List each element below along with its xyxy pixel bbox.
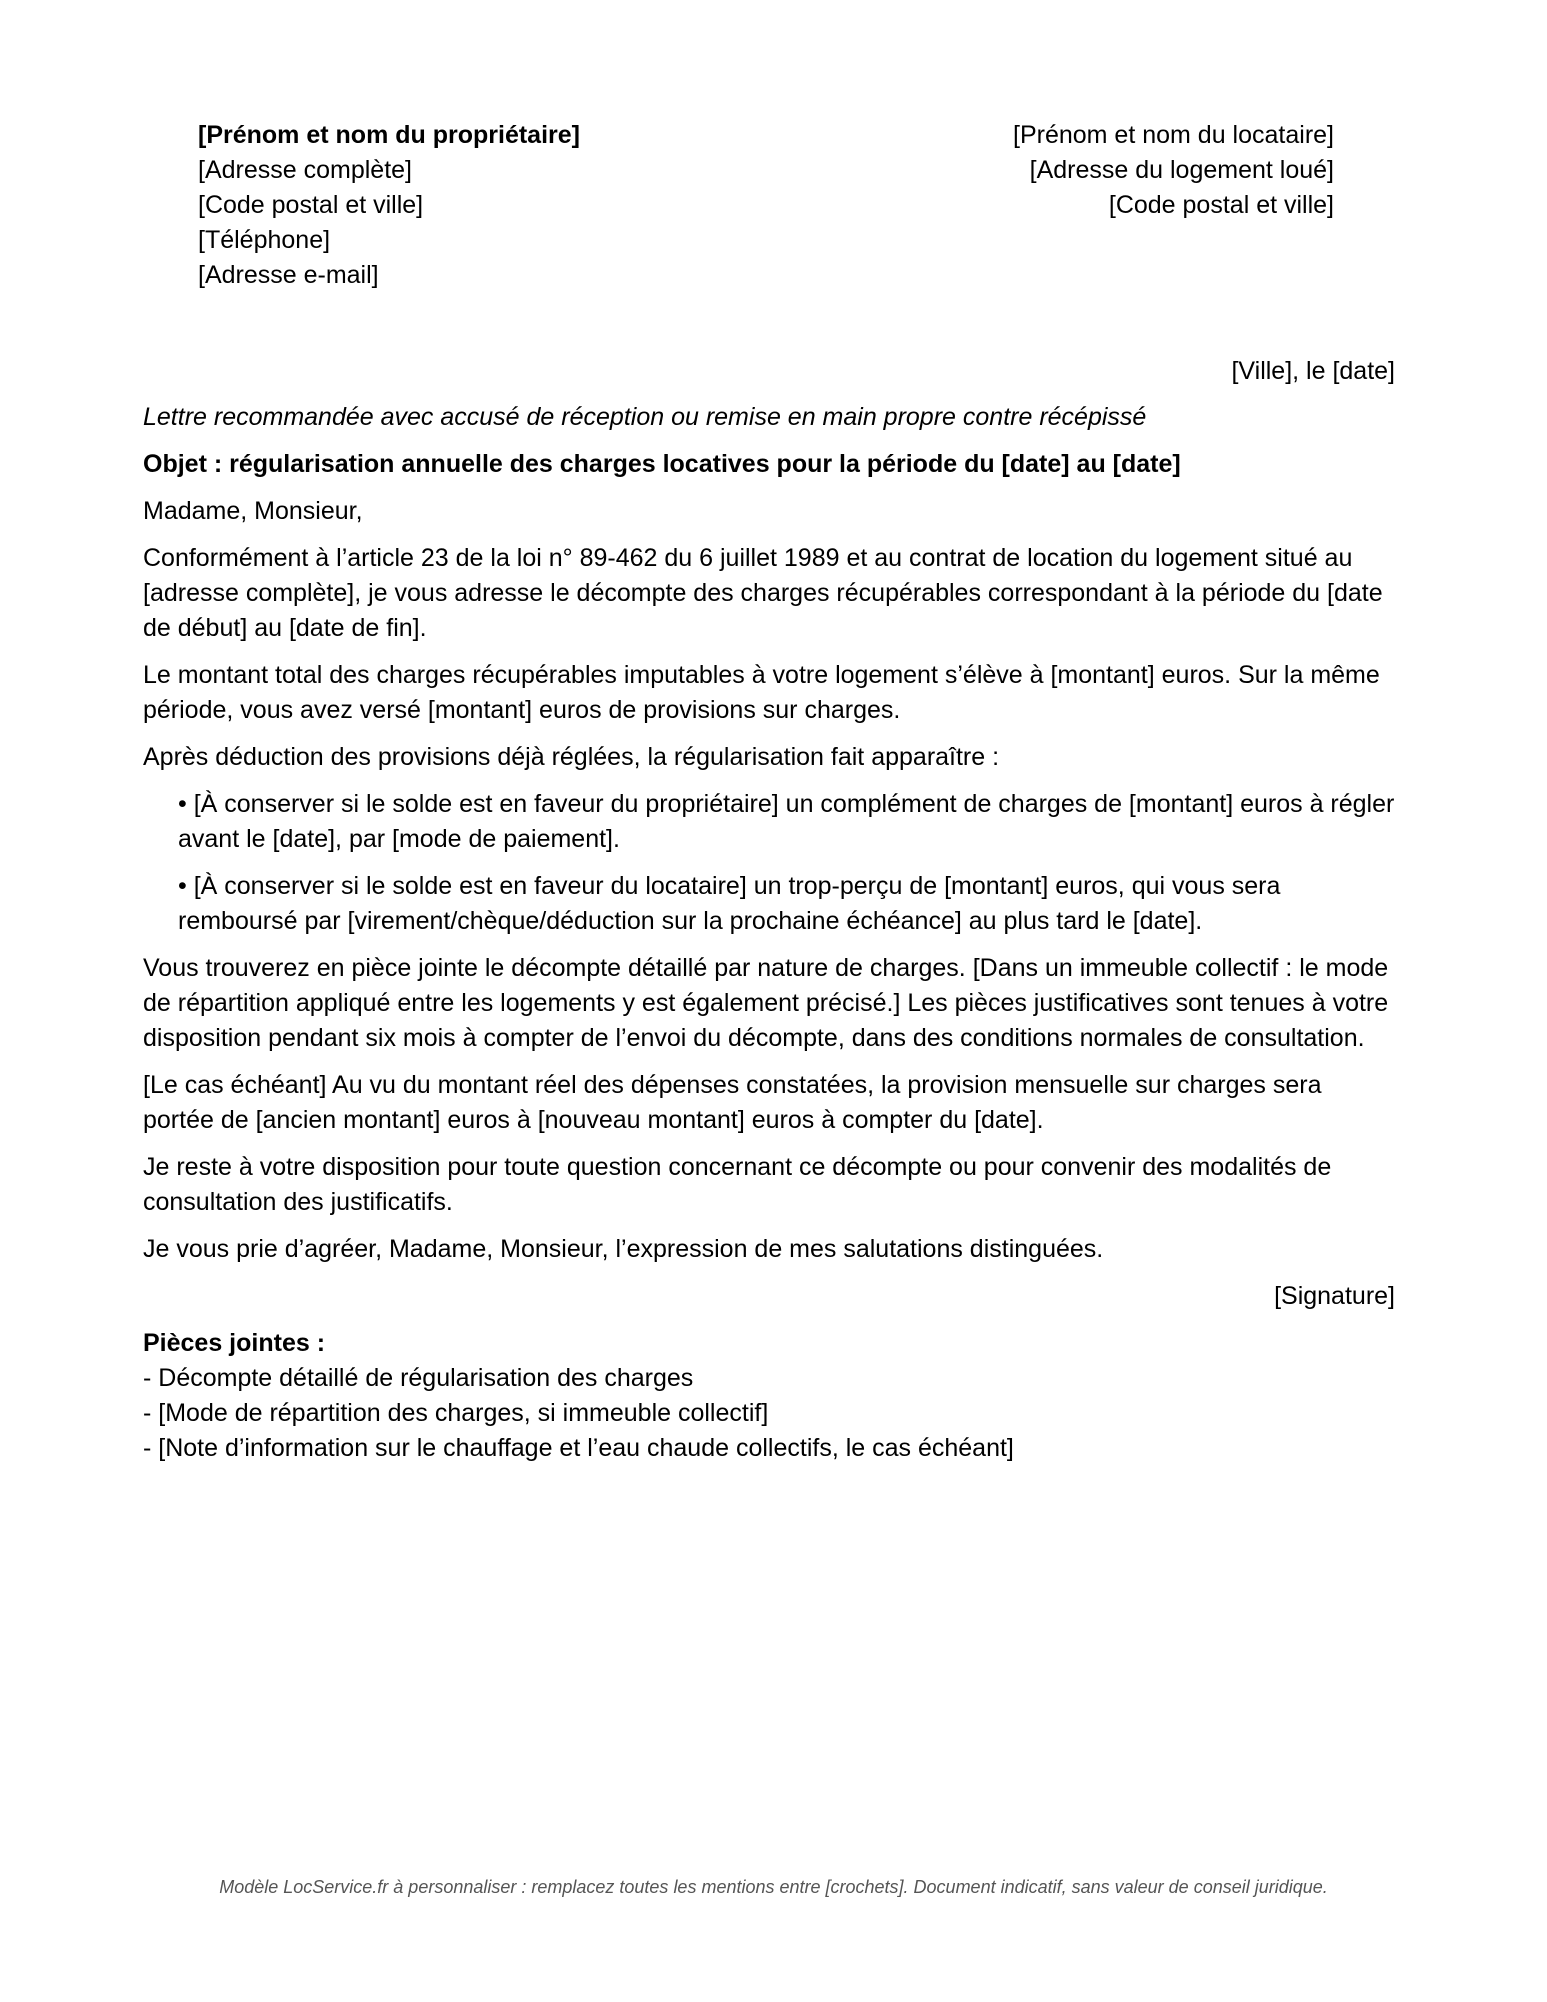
attachment-item: - Décompte détaillé de régularisation des charges (143, 1364, 694, 1392)
salutation: Madame, Monsieur, (143, 497, 363, 525)
bullet-tenant-balance: • [À conserver si le solde est en faveur du locataire] un trop-perçu de [montant] euros, qui vous sera remboursé par [virement/chèque/déduction sur la prochaine échéance] au plus tard le [date]. (178, 872, 1281, 935)
recipient-city: [Code postal et ville] (1108, 191, 1334, 219)
sender-city: [Code postal et ville] (198, 191, 424, 219)
footer-note: Modèle LocService.fr à personnaliser : remplacez toutes les mentions entre [crochets]. Document indicatif, sans valeur de conseil juridique. (219, 1877, 1328, 1897)
attachment-item: - [Mode de répartition des charges, si immeuble collectif] (143, 1399, 769, 1427)
letter-subject: Objet : régularisation annuelle des charges locatives pour la période du [date] au [date] (143, 450, 1181, 478)
letter-body (143, 354, 1395, 1466)
attachment-item: - [Note d’information sur le chauffage et l’eau chaude collectifs, le cas échéant] (143, 1434, 1014, 1462)
attachments-list (143, 1361, 1395, 1466)
bullet-owner-balance: • [À conserver si le solde est en faveur du propriétaire] un complément de charges de [montant] euros à régler avant le [date], par [mode de paiement]. (178, 790, 1395, 853)
delivery-mode: Lettre recommandée avec accusé de réception ou remise en main propre contre récépissé (143, 403, 1147, 431)
paragraph-attachments-info: Vous trouverez en pièce jointe le décompte détaillé par nature de charges. [Dans un immeuble collectif : le mode de répartition appliqué entre les logements y est également précisé.] Les pièces justificatives sont tenues à votre disposition pendant six mois à compter de l’envoi du décompte, dans des conditions normales de consultation. (143, 954, 1389, 1052)
closing-formula: Je vous prie d’agréer, Madame, Monsieur, l’expression de mes salutations distinguées. (143, 1235, 1104, 1263)
paragraph-availability: Je reste à votre disposition pour toute question concernant ce décompte ou pour convenir des modalités de consultation des justificatifs. (143, 1153, 1332, 1216)
sender-name: [Prénom et nom du propriétaire] (198, 121, 580, 149)
paragraph-regularisation: Après déduction des provisions déjà réglées, la régularisation fait apparaître : (143, 743, 1000, 771)
signature: [Signature] (1274, 1282, 1395, 1310)
paragraph-total-charges: Le montant total des charges récupérables imputables à votre logement s’élève à [montant] euros. Sur la même période, vous avez versé [montant] euros de provisions sur charges. (143, 661, 1380, 724)
sender-email: [Adresse e-mail] (198, 261, 379, 289)
recipient-block (774, 118, 1334, 223)
sender-address: [Adresse complète] (198, 156, 412, 184)
paragraph-legal-basis: Conformément à l’article 23 de la loi n° 89-462 du 6 juillet 1989 et au contrat de location du logement situé au [adresse complète], je vous adresse le décompte des charges récupérables correspondant à la période du [date de début] au [date de fin]. (143, 544, 1383, 642)
sender-block (198, 118, 758, 293)
recipient-address: [Adresse du logement loué] (1029, 156, 1334, 184)
paragraph-provision-update: [Le cas échéant] Au vu du montant réel des dépenses constatées, la provision mensuelle sur charges sera portée de [ancien montant] euros à [nouveau montant] euros à compter du [date]. (143, 1071, 1322, 1134)
attachments-title: Pièces jointes : (143, 1329, 326, 1357)
recipient-name: [Prénom et nom du locataire] (1013, 121, 1334, 149)
attachments-section (143, 1326, 1395, 1466)
sender-phone: [Téléphone] (198, 226, 331, 254)
place-date: [Ville], le [date] (1231, 357, 1395, 385)
